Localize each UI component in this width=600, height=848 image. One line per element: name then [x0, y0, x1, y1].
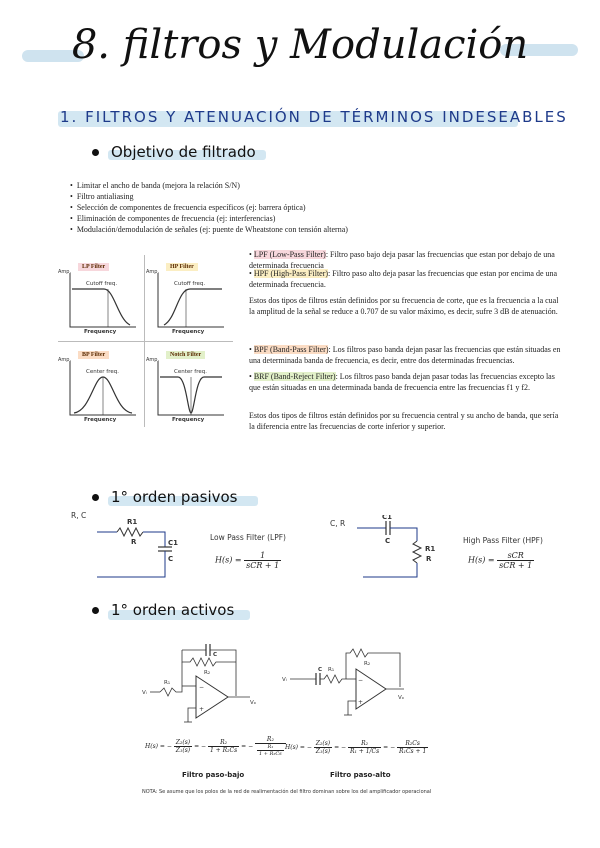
freq-label: Frequency [84, 417, 117, 423]
subtitle-objetivo [92, 143, 256, 161]
hp-filter-badge: HP Filter [166, 263, 198, 271]
hpf-c-label: C1 [382, 515, 393, 521]
hp-center-label: Cutoff freq. [174, 281, 206, 287]
active-lp-vo-label: Vₒ [250, 700, 257, 706]
passive-lpf-schematic [95, 515, 185, 585]
hpf-term: HPF (High-Pass Filter) [253, 269, 329, 278]
list-item: • Modulación/demodulación de señales (ej: puente de Wheatstone con tensión alterna) [70, 224, 348, 235]
cutoff-paragraph: Estos dos tipos de filtros están definidos por su frecuencia de corte, que es la frecuencia a la cual la amplitud de la señal se reduce a 0.707 de su valor máximo, es decir, sufre 3 dB de atenuación. [249, 296, 559, 316]
page-title: 8. filtros y Modulación [71, 22, 529, 68]
list-item: • Selección de componentes de frecuencia específicos (ej: barrera óptica) [70, 202, 348, 213]
bullet-dot [92, 149, 99, 156]
amp-label: Amp. [58, 357, 72, 363]
lp-response-plot [68, 271, 138, 329]
subtitle-objetivo-text: Objetivo de filtrado [111, 143, 256, 161]
lp-center-label: Cutoff freq. [86, 281, 118, 287]
active-hp-vi-label: Vᵢ [282, 677, 287, 683]
active-hp-r2-label: R₂ [364, 661, 371, 667]
active-hp-caption: Filtro paso-alto [330, 771, 391, 779]
svg-text:−: − [358, 677, 364, 684]
brf-desc: : Los filtros paso banda dejan pasar todas las frecuencias excepto las que están situadas en una determinada banda de frecuencia entre las frecuencias f1 y f2. [249, 372, 555, 392]
formula-num: R₂ [208, 739, 239, 747]
subtitle-activos-text: 1° orden activos [111, 601, 235, 619]
amp-label: Amp. [58, 269, 72, 275]
list-item: • Limitar el ancho de banda (mejora la relación S/N) [70, 180, 348, 191]
active-lp-vi-label: Vᵢ [142, 690, 147, 696]
formula-num: R₂Cs [397, 740, 428, 748]
center-paragraph: Estos dos tipos de filtros están definidos por su frecuencia central y su ancho de banda, que sería la diferencia entre las frecuencias de corte inferior y superior. [249, 411, 559, 431]
hpf-formula [468, 551, 534, 570]
hpf-c-sub: C [385, 537, 391, 545]
formula-den: sCR + 1 [246, 561, 280, 570]
lpf-description: • LPF (Low-Pass Filter): Filtro paso bajo deja pasar las frecuencias que estan por debajo de una determinada frecuencia [249, 250, 555, 270]
notch-filter-badge: Notch Filter [166, 351, 205, 359]
list-item: • Eliminación de componentes de frecuencia (ej: interferencias) [70, 213, 348, 224]
hpf-description: • HPF (High-Pass Filter): Filtro paso alto deja pasar las frecuencias que estan por encima de una determinada frecuencia. [249, 269, 558, 289]
active-hp-r1-label: R₁ [328, 667, 335, 673]
formula-num: 1 [244, 551, 281, 561]
formula-num: Z₂(s) [315, 740, 331, 747]
active-hp-formula [285, 740, 428, 755]
formula-den: R₁ + 1/Cs [349, 748, 380, 755]
lp-filter-cell [58, 255, 145, 341]
bullet-dot [92, 494, 99, 501]
bpf-desc: : Los filtros paso banda dejan pasar las frecuencias que están situadas en una determinada banda de frecuencia, es decir, entre dos determinadas frecuencias. [249, 345, 561, 365]
active-hp-c-label: C [318, 667, 323, 673]
bp-filter-badge: BP Filter [78, 351, 109, 359]
lpf-c-sub: C [168, 555, 174, 563]
formula-lhs: H(s) = − [145, 743, 172, 750]
brf-term: BRF (Band-Reject Filter) [253, 372, 336, 381]
notch-response-plot [156, 359, 226, 417]
formula-fraction [174, 739, 192, 754]
bp-center-label: Center freq. [86, 369, 119, 375]
list-item: • Filtro antialiasing [70, 191, 348, 202]
amp-label: Amp. [146, 269, 160, 275]
bpf-term: BPF (Band-Pass Filter) [253, 345, 329, 354]
bpf-description: • BPF (Band-Pass Filter): Los filtros paso banda dejan pasar las frecuencias que están situadas en una determinada banda de frecuencia, es decir, entre dos determinadas frecuencias. [249, 345, 561, 365]
bullet-dot [92, 607, 99, 614]
lp-filter-badge: LP Filter [78, 263, 109, 271]
formula-fraction [208, 739, 239, 754]
formula-lhs: H(s) = [215, 555, 242, 565]
hpf-r-sub: R [426, 555, 432, 563]
formula-fraction [397, 740, 428, 755]
amp-label: Amp. [146, 357, 160, 363]
formula-fraction [348, 740, 381, 755]
bp-filter-cell [58, 343, 145, 429]
brf-description: • BRF (Band-Reject Filter): Los filtros paso banda dejan pasar todas las frecuencias excepto las que están situadas en una determinada banda de frecuencia entre las frecuencias f1 y f2. [249, 372, 555, 392]
formula-den: Z₁(s) [175, 747, 191, 754]
active-lp-caption: Filtro paso-bajo [182, 771, 245, 779]
lpf-c-label: C1 [168, 539, 179, 547]
freq-label: Frequency [172, 417, 205, 423]
formula-fraction [497, 551, 534, 570]
svg-text:−: − [199, 684, 205, 691]
hp-filter-cell [146, 255, 233, 341]
formula-den: Z₁(s) [315, 748, 331, 755]
formula-num: Z₂(s) [175, 739, 191, 746]
section-title: 1. FILTROS Y ATENUACIÓN DE TÉRMINOS INDESEABLES [60, 108, 568, 126]
formula-den: 1 + R₂Cs [259, 751, 282, 757]
svg-text:+: + [199, 706, 205, 713]
formula-num: R₂ [348, 740, 381, 748]
bp-response-plot [68, 359, 138, 417]
lpf-name: Low Pass Filter (LPF) [210, 533, 286, 542]
freq-label: Frequency [172, 329, 205, 335]
formula-eq: = − [194, 743, 207, 750]
footnote: NOTA: Se asume que los polos de la red de realimentación del filtro dominan sobre los del amplificador operacional [142, 789, 432, 795]
hp-response-plot [156, 271, 226, 329]
formula-eq: = − [241, 743, 254, 750]
lpf-term: LPF (Low-Pass Filter) [253, 250, 326, 259]
svg-text:+: + [358, 699, 364, 706]
formula-den: R₁Cs + 1 [399, 748, 427, 755]
lpf-r-sub: R [131, 538, 137, 546]
formula-num: R₁ [257, 744, 284, 751]
objetivo-list [70, 180, 348, 235]
active-lp-r1-label: R₁ [164, 680, 171, 686]
formula-den: 1 + R₂Cs [209, 747, 238, 754]
freq-label: Frequency [84, 329, 117, 335]
formula-num: R₂ [255, 736, 286, 744]
formula-fraction [255, 736, 286, 757]
subtitle-pasivos-text: 1° orden pasivos [111, 488, 238, 506]
formula-eq: = − [334, 744, 347, 751]
hpf-name: High Pass Filter (HPF) [463, 536, 543, 545]
active-hp-vo-label: Vₒ [398, 695, 405, 701]
notch-center-label: Center freq. [174, 369, 207, 375]
active-hpf-schematic [280, 643, 410, 723]
filter-response-grid [58, 255, 233, 427]
formula-fraction [314, 740, 332, 755]
formula-lhs: H(s) = − [285, 744, 312, 751]
active-lpf-schematic [140, 636, 270, 726]
hpf-desc: : Filtro paso alto deja pasar las frecuencias que estan por encima de una determinada frecuencia. [249, 269, 558, 289]
hpf-r-label: R1 [425, 545, 436, 553]
lpf-tag: R, C [71, 511, 87, 520]
grid-divider-horizontal [58, 341, 233, 342]
passive-hpf-schematic [355, 515, 450, 585]
subtitle-activos [92, 601, 234, 619]
formula-eq: = − [383, 744, 396, 751]
active-lp-c-label: C [213, 652, 218, 658]
lpf-r-label: R1 [127, 518, 138, 526]
hpf-tag: C, R [330, 519, 346, 528]
active-lp-r2-label: R₂ [204, 670, 211, 676]
formula-den [255, 744, 286, 757]
formula-lhs: H(s) = [468, 555, 495, 565]
lpf-desc: : Filtro paso bajo deja pasar las frecuencias que estan por debajo de una determinada frecuencia [249, 250, 555, 270]
subtitle-pasivos [92, 488, 237, 506]
formula-num: sCR [497, 551, 534, 561]
formula-fraction [244, 551, 281, 570]
formula-den: sCR + 1 [499, 561, 533, 570]
active-lp-formula [145, 736, 286, 757]
notch-filter-cell [146, 343, 233, 429]
lpf-formula [215, 551, 281, 570]
